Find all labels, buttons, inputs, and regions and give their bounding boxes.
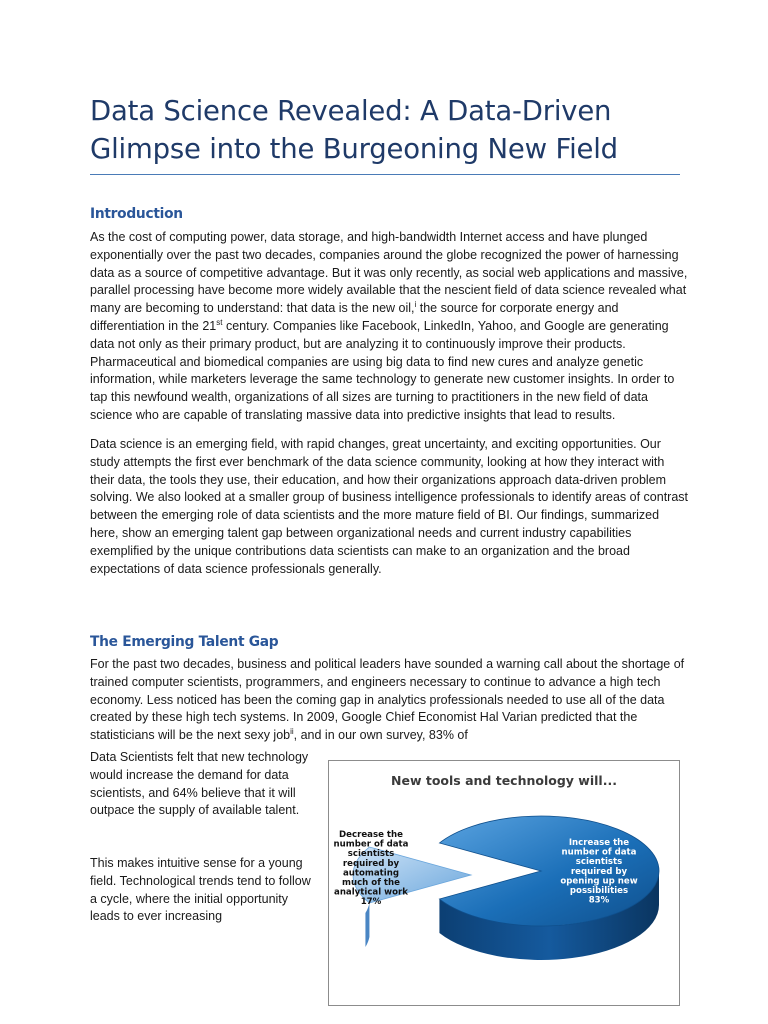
talent-p1-text-end: , and in our own survey, 83% of xyxy=(293,728,468,743)
section-heading-introduction: Introduction xyxy=(90,206,183,222)
slice-increase-label-line: number of data xyxy=(561,847,637,858)
slice-increase-label-line: possibilities xyxy=(569,886,629,896)
intro-p1-text-mid: the source for corporate energy and differentiation in the 21 xyxy=(90,301,619,333)
intro-p1-text-start: As the cost of computing power, data storage, and high-bandwidth Internet access and have plunged exponentially over the past two decades, companies around the globe recognized the power of harnessing data as a source of competitive advantage. But it was only recently, as social web applications and massive, parallel processing have become more widely available that the nescient field of data science revealed what many are becoming to understand: that data is the new oil, xyxy=(90,230,688,316)
slice-decrease-label-line: required by xyxy=(342,858,400,869)
slice-decrease-label xyxy=(334,830,409,907)
pie-chart-svg xyxy=(329,761,681,1007)
intro-paragraph-2: Data science is an emerging field, with rapid changes, great uncertainty, and exciting opportunities. Our study attempts the first ever benchmark of the data science community, looking at how they interact with their data, the tools they use, their education, and how their organizations approach data-driven problem solving. We also looked at a smaller group of business intelligence professionals to identify areas of contrast between the emerging role of data scientists and the more mature field of BI. Our findings, summarized here, show an emerging talent gap between organizational needs and current industry capabilities exemplified by the unique contributions data scientists can make to an organization and the broad expectations of data science professionals generally. xyxy=(90,437,689,576)
footnote-marker-ii: ii xyxy=(290,727,294,737)
talent-paragraph-1-continued: Data Scientists felt that new technology would increase the demand for data scientists, and 64% believe that it will outpace the supply of available talent. xyxy=(90,750,309,818)
intro-paragraph-1 xyxy=(90,229,690,425)
slice-decrease-label-line: Decrease the xyxy=(339,830,403,840)
slice-decrease-label-line: analytical work xyxy=(334,887,408,898)
pie-slice-decrease-side xyxy=(365,903,369,947)
title-divider xyxy=(90,174,680,175)
title-line-1: Data Science Revealed: A Data-Driven xyxy=(90,95,612,127)
chart-title: New tools and technology will... xyxy=(391,773,617,788)
slice-decrease-label-line: number of data xyxy=(333,839,409,850)
pie-chart xyxy=(328,760,680,1006)
slice-decrease-value-label: 17% xyxy=(360,897,382,908)
title-line-2: Glimpse into the Burgeoning New Field xyxy=(90,133,618,165)
slice-increase-label-line: Increase the xyxy=(568,838,630,848)
slice-increase-value-label: 83% xyxy=(588,895,610,906)
slice-increase-label-line: scientists xyxy=(575,857,623,868)
slice-increase-label xyxy=(560,838,637,906)
talent-paragraph-2: This makes intuitive sense for a young field. Technological trends tend to follow a cycle, where the initial opportunity leads to ever increasing xyxy=(90,856,311,924)
slice-increase-label-line: required by xyxy=(570,866,628,877)
slice-decrease-label-line: much of the xyxy=(342,878,400,888)
footnote-marker-i: i xyxy=(414,300,417,310)
talent-paragraph-1 xyxy=(90,656,690,745)
section-heading-talent-gap: The Emerging Talent Gap xyxy=(90,634,279,650)
document-title xyxy=(90,92,690,168)
superscript-st: st xyxy=(216,317,223,327)
intro-p1-text-end: century. Companies like Facebook, LinkedIn, Yahoo, and Google are generating data not only as their primary product, but are analyzing it to continuously improve their products. Pharmaceutical and biomedical companies are using big data to find new cures and analyze genetic information, while marketers leverage the same technology to generate new customer insights. In order to tap this newfound wealth, organizations of all sizes are turning to practitioners in the new field of data science who are capable of translating massive data into predictive insights that lead to results. xyxy=(90,318,675,422)
slice-decrease-label-line: scientists xyxy=(347,849,395,860)
talent-p1-text-start: For the past two decades, business and political leaders have sounded a warning call about the shortage of trained computer scientists, programmers, and engineers necessary to continue to advance a high tech economy. Less noticed has been the coming gap in analytics professionals needed to use all of the data created by these high tech systems. In 2009, Google Chief Economist Hal Varian predicted that the statisticians will be the next sexy job xyxy=(90,657,685,743)
slice-decrease-label-line: automating xyxy=(342,868,400,879)
slice-increase-label-line: opening up new xyxy=(560,876,638,887)
